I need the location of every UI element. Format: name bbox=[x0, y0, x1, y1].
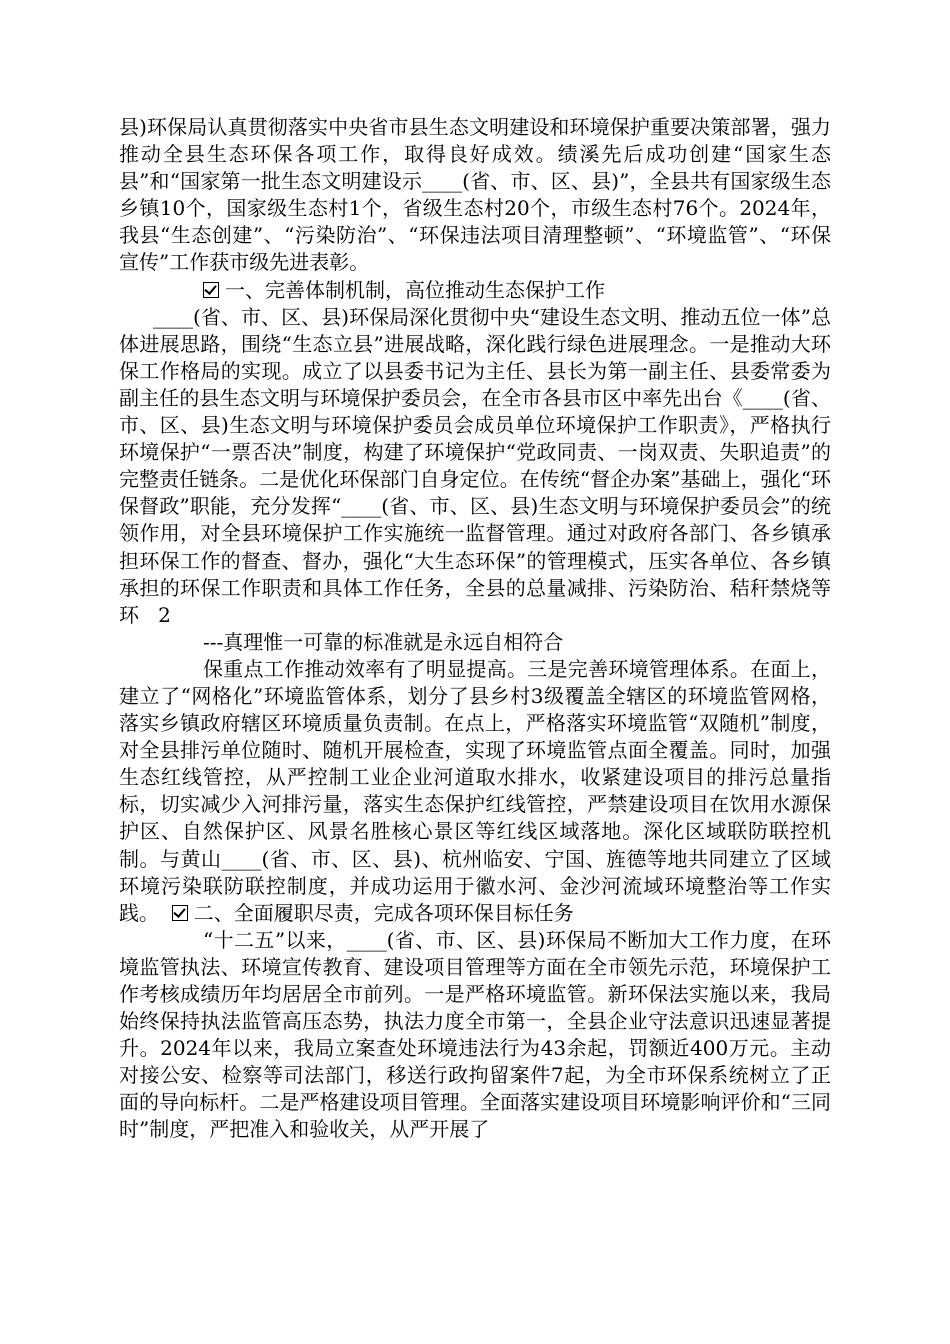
section-heading-2-text: 二、全面履职尽责，完成各项环保目标任务 bbox=[193, 900, 574, 925]
page-number: 2 bbox=[158, 602, 171, 627]
footer-motto: ---真理惟一可靠的标准就是永远自相符合 bbox=[203, 629, 564, 654]
paragraph-continued bbox=[119, 656, 831, 927]
checkbox-icon bbox=[203, 282, 219, 298]
paragraph-section-2: “十二五”以来，____(省、市、区、县)环保局不断加大工作力度，在环境监管执法、环境宣传教育、建设项目管理等方面在全市领先示范，环境保护工作考核成绩历年均居居全市前列。一是严格环境监管。新环保法实施以来，我局始终保持执法监管高压态势，执法力度全市第一，全县企业守法意识迅速显著提升。2024年以来，我局立案查处环境违法行为43余起，罚额近400万元。主动对接公安、检察等司法部门，移送行政拘留案件7起，为全市环保系统树立了正面的导向标杆。二是严格建设项目管理。全面落实建设项目环境影响评价和“三同时”制度，严把准入和验收关，从严开展了 bbox=[119, 927, 831, 1142]
paragraph-continued-text: 保重点工作推动效率有了明显提高。三是完善环境管理体系。在面上，建立了“网格化”环境监管体系，划分了县乡村3级覆盖全辖区的环境监管网格，落实乡镇政府辖区环境质量负责制。在点上，严格落实环境监管“双随机”制度，对全县排污单位随时、随机开展检查，实现了环境监管点面全覆盖。同时，加强生态红线管控，从严控制工业企业河道取水排水，收紧建设项目的排污总量指标，切实减少入河排污量，落实生态保护红线管控，严禁建设项目在饮用水源保护区、自然保护区、风景名胜核心景区等红线区域落地。深化区域联防联控机制。与黄山____(省、市、区、县)、杭州临安、宁国、旌德等地共同建立了区域环境污染联防联控制度，并成功运用于徽水河、金沙河流域环境整治等工作实践。 bbox=[119, 656, 831, 925]
paragraph-intro: 县)环保局认真贯彻落实中央省市县生态文明建设和环境保护重要决策部署，强力推动全县生态环保各项工作，取得良好成效。绩溪先后成功创建“国家生态县”和“国家第一批生态文明建设示____(省、市、区、县)”，全县共有国家级生态乡镇10个，国家级生态村1个，省级生态村20个，市级生态村76个。2024年，我县“生态创建”、“污染防治”、“环保违法项目清理整顿”、“环境监管”、“环保宣传”工作获市级先进表彰。 bbox=[119, 115, 831, 275]
checkbox-icon bbox=[172, 905, 188, 921]
section-heading-1-text: 一、完善体制机制，高位推动生态保护工作 bbox=[225, 277, 605, 302]
section-heading-1 bbox=[119, 277, 831, 304]
document-page bbox=[119, 114, 831, 1144]
paragraph-section-1 bbox=[119, 304, 831, 629]
paragraph-section-1-text: ____(省、市、区、县)环保局深化贯彻中央“建设生态文明、推动五位一体”总体进展思路，围绕“生态立县”进展战略，深化践行绿色进展理念。一是推动大环保工作格局的实现。成立了以县委书记为主任、县长为第一副主任、县委常委为副主任的县生态文明与环境保护委员会，在全市各县市区中率先出台《____(省、市、区、县)生态文明与环境保护委员会成员单位环境保护工作职责》，严格执行环境保护“一票否决”制度，构建了环境保护“党政同责、一岗双责、失职追责”的完整责任链条。二是优化环保部门自身定位。在传统“督企办案”基础上，强化“环保督政”职能，充分发挥“____(省、市、区、县)生态文明与环境保护委员会”的统领作用，对全县环境保护工作实施统一监督管理。通过对政府各部门、各乡镇承担环保工作的督查、督办，强化“大生态环保”的管理模式，压实各单位、各乡镇承担的环保工作职责和具体工作任务，全县的总量减排、污染防治、秸秆禁烧等环 bbox=[119, 304, 831, 627]
